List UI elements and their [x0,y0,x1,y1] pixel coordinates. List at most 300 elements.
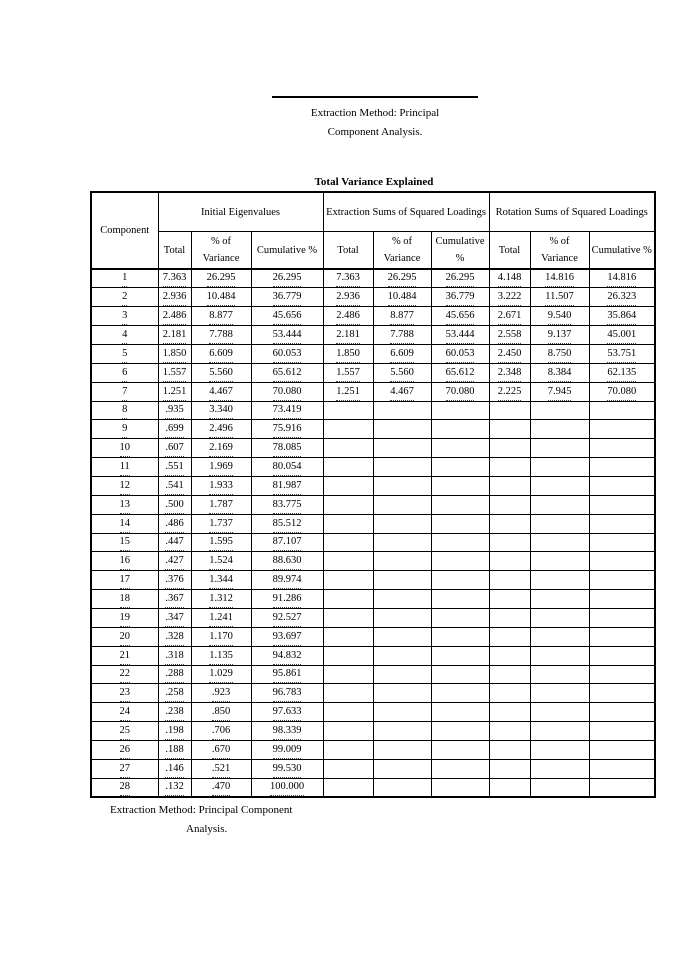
cell-value: .551 [165,459,183,476]
cell-value: 2.181 [163,327,187,344]
cell-value: 81.987 [273,478,302,495]
cell-value: 2.936 [163,289,187,306]
cell-rotation-cumulative [589,533,655,552]
table-row [91,722,655,741]
cell-initial-total [158,439,191,458]
cell-extraction-pct [373,382,431,401]
cell-rotation-pct [530,533,589,552]
cell-value: 3 [122,308,127,325]
cell-extraction-cumulative [431,326,489,345]
cell-value: 92.527 [273,610,302,627]
cell-initial-pct [191,627,251,646]
cell-rotation-total [489,627,530,646]
cell-component [91,326,158,345]
cell-extraction-total [323,703,373,722]
cell-rotation-cumulative [589,401,655,420]
cell-extraction-pct [373,722,431,741]
cell-value: 13 [120,497,131,514]
cell-value: 12 [120,478,131,495]
cell-value: .500 [165,497,183,514]
cell-value: 2.486 [336,308,360,325]
cell-value: 4.148 [498,270,522,287]
cell-initial-total [158,684,191,703]
cell-initial-pct [191,288,251,307]
table-row [91,778,655,797]
cell-value: 2.671 [498,308,522,325]
cell-component [91,439,158,458]
cell-rotation-pct [530,759,589,778]
table-row [91,703,655,722]
cell-component [91,740,158,759]
cell-initial-total [158,420,191,439]
cell-value: 60.053 [446,346,475,363]
cell-rotation-cumulative [589,420,655,439]
cell-value: 6 [122,365,127,382]
cell-value: .318 [165,648,183,665]
cell-rotation-cumulative [589,627,655,646]
cell-value: 6.609 [390,346,414,363]
cell-extraction-pct [373,646,431,665]
cell-initial-total [158,646,191,665]
cell-extraction-cumulative [431,344,489,363]
cell-extraction-pct [373,778,431,797]
bottom-footnote [104,801,316,839]
cell-value: 26.295 [446,270,475,287]
cell-extraction-total [323,552,373,571]
cell-extraction-cumulative [431,420,489,439]
cell-rotation-pct [530,269,589,288]
cell-extraction-total [323,722,373,741]
cell-rotation-total [489,590,530,609]
cell-extraction-cumulative [431,722,489,741]
cell-extraction-total [323,533,373,552]
cell-initial-cumulative [251,646,323,665]
cell-value: 2.486 [163,308,187,325]
cell-value: .288 [165,666,183,683]
cell-value: .367 [165,591,183,608]
cell-extraction-cumulative [431,665,489,684]
cell-extraction-pct [373,326,431,345]
cell-value: 10.484 [207,289,236,306]
cell-rotation-cumulative [589,326,655,345]
cell-rotation-total [489,401,530,420]
cell-rotation-pct [530,514,589,533]
cell-rotation-cumulative [589,608,655,627]
header-initial-cumulative: Cumulative % [251,232,323,270]
cell-rotation-pct [530,646,589,665]
header-initial-total: Total [158,232,191,270]
cell-initial-pct [191,344,251,363]
cell-initial-cumulative [251,307,323,326]
cell-value: .699 [165,421,183,438]
cell-rotation-total [489,476,530,495]
cell-extraction-pct [373,344,431,363]
cell-rotation-cumulative [589,722,655,741]
cell-initial-total [158,665,191,684]
cell-value: 1.524 [209,553,233,570]
cell-rotation-total [489,514,530,533]
cell-extraction-total [323,344,373,363]
cell-component [91,420,158,439]
cell-value: .470 [212,779,230,796]
cell-component [91,288,158,307]
cell-value: 17 [120,572,131,589]
cell-initial-total [158,627,191,646]
cell-extraction-cumulative [431,401,489,420]
cell-value: 94.832 [273,648,302,665]
cell-value: .521 [212,761,230,778]
cell-value: .447 [165,534,183,551]
cell-initial-total [158,269,191,288]
cell-value: 70.080 [273,384,302,401]
cell-extraction-cumulative [431,571,489,590]
cell-rotation-cumulative [589,552,655,571]
cell-initial-total [158,401,191,420]
table-row [91,269,655,288]
cell-initial-total [158,552,191,571]
cell-value: 1.557 [336,365,360,382]
cell-rotation-cumulative [589,684,655,703]
cell-initial-cumulative [251,495,323,514]
cell-extraction-pct [373,665,431,684]
cell-rotation-pct [530,458,589,477]
cell-value: .923 [212,685,230,702]
cell-rotation-cumulative [589,514,655,533]
cell-initial-total [158,326,191,345]
cell-initial-cumulative [251,439,323,458]
cell-value: 36.779 [446,289,475,306]
cell-extraction-total [323,363,373,382]
cell-initial-pct [191,646,251,665]
cell-rotation-total [489,458,530,477]
cell-extraction-total [323,778,373,797]
cell-initial-total [158,495,191,514]
table-row [91,382,655,401]
cell-extraction-cumulative [431,439,489,458]
cell-extraction-total [323,740,373,759]
cell-value: 14.816 [545,270,574,287]
cell-initial-pct [191,326,251,345]
cell-value: 9.540 [548,308,572,325]
cell-value: .670 [212,742,230,759]
cell-extraction-pct [373,269,431,288]
cell-extraction-total [323,571,373,590]
cell-initial-total [158,382,191,401]
cell-extraction-cumulative [431,759,489,778]
cell-initial-cumulative [251,759,323,778]
cell-value: 100.000 [270,779,304,796]
cell-value: 10.484 [388,289,417,306]
cell-component [91,778,158,797]
cell-initial-total [158,476,191,495]
cell-rotation-total [489,288,530,307]
cell-value: 8.877 [390,308,414,325]
cell-value: 1.850 [163,346,187,363]
cell-value: .198 [165,723,183,740]
cell-value: .238 [165,704,183,721]
cell-extraction-pct [373,439,431,458]
cell-component [91,759,158,778]
cell-extraction-total [323,307,373,326]
cell-value: 91.286 [273,591,302,608]
table-row [91,439,655,458]
top-divider [272,96,478,98]
table-row [91,552,655,571]
cell-initial-cumulative [251,571,323,590]
cell-value: 2.450 [498,346,522,363]
cell-value: 20 [120,629,131,646]
cell-rotation-cumulative [589,307,655,326]
table-row [91,495,655,514]
cell-extraction-cumulative [431,740,489,759]
cell-component [91,533,158,552]
cell-initial-cumulative [251,533,323,552]
cell-initial-pct [191,439,251,458]
cell-value: 6.609 [209,346,233,363]
cell-rotation-pct [530,420,589,439]
cell-value: 70.080 [607,384,636,401]
table-row [91,665,655,684]
cell-value: 1.557 [163,365,187,382]
table-row [91,476,655,495]
cell-rotation-pct [530,608,589,627]
cell-value: .541 [165,478,183,495]
cell-rotation-pct [530,684,589,703]
cell-rotation-cumulative [589,703,655,722]
cell-extraction-total [323,495,373,514]
cell-value: 96.783 [273,685,302,702]
cell-rotation-cumulative [589,665,655,684]
cell-extraction-total [323,326,373,345]
cell-value: .146 [165,761,183,778]
header-component: Component [91,192,158,269]
cell-initial-pct [191,307,251,326]
cell-value: .850 [212,704,230,721]
total-variance-table [90,191,656,798]
cell-extraction-cumulative [431,590,489,609]
cell-value: 1.251 [163,384,187,401]
table-row [91,514,655,533]
cell-component [91,552,158,571]
header-rotation-pct: % of Variance [530,232,589,270]
cell-value: 7.363 [163,270,187,287]
cell-value: 78.085 [273,440,302,457]
cell-rotation-pct [530,627,589,646]
cell-extraction-pct [373,514,431,533]
cell-extraction-total [323,608,373,627]
cell-rotation-pct [530,590,589,609]
cell-initial-cumulative [251,476,323,495]
cell-component [91,684,158,703]
cell-extraction-cumulative [431,533,489,552]
cell-initial-total [158,759,191,778]
cell-component [91,703,158,722]
cell-rotation-total [489,552,530,571]
cell-rotation-cumulative [589,571,655,590]
cell-value: .328 [165,629,183,646]
cell-extraction-total [323,420,373,439]
cell-value: 1.933 [209,478,233,495]
cell-initial-cumulative [251,401,323,420]
cell-initial-cumulative [251,344,323,363]
cell-value: 70.080 [446,384,475,401]
cell-value: 2 [122,289,127,306]
cell-extraction-cumulative [431,514,489,533]
cell-initial-pct [191,722,251,741]
cell-rotation-total [489,382,530,401]
cell-value: 45.001 [607,327,636,344]
cell-extraction-cumulative [431,495,489,514]
cell-initial-pct [191,363,251,382]
cell-value: 1.787 [209,497,233,514]
cell-initial-cumulative [251,665,323,684]
header-rotation-sums: Rotation Sums of Squared Loadings [489,192,655,232]
cell-rotation-pct [530,778,589,797]
cell-rotation-cumulative [589,646,655,665]
cell-rotation-cumulative [589,382,655,401]
cell-component [91,363,158,382]
header-extraction-sums: Extraction Sums of Squared Loadings [323,192,489,232]
cell-extraction-cumulative [431,684,489,703]
cell-rotation-cumulative [589,590,655,609]
cell-value: 87.107 [273,534,302,551]
cell-extraction-total [323,759,373,778]
cell-extraction-total [323,476,373,495]
cell-value: 35.864 [607,308,636,325]
cell-value: 5.560 [390,365,414,382]
cell-value: 62.135 [607,365,636,382]
cell-initial-cumulative [251,740,323,759]
cell-rotation-pct [530,703,589,722]
cell-initial-total [158,514,191,533]
cell-rotation-total [489,684,530,703]
cell-value: 1.850 [336,346,360,363]
cell-initial-cumulative [251,684,323,703]
cell-extraction-pct [373,288,431,307]
cell-value: 24 [120,704,131,721]
cell-initial-total [158,344,191,363]
cell-value: 45.656 [446,308,475,325]
cell-value: 2.225 [498,384,522,401]
cell-value: 11 [120,459,130,476]
cell-value: 5.560 [209,365,233,382]
cell-initial-pct [191,269,251,288]
cell-initial-cumulative [251,288,323,307]
cell-value: .427 [165,553,183,570]
cell-value: .258 [165,685,183,702]
cell-value: 2.558 [498,327,522,344]
cell-value: 89.974 [273,572,302,589]
cell-initial-pct [191,476,251,495]
table-row [91,326,655,345]
cell-rotation-pct [530,571,589,590]
cell-rotation-pct [530,363,589,382]
cell-extraction-total [323,665,373,684]
cell-rotation-total [489,740,530,759]
cell-value: 1.135 [209,648,233,665]
cell-value: 26.323 [607,289,636,306]
cell-value: 2.169 [209,440,233,457]
cell-component [91,571,158,590]
cell-component [91,344,158,363]
cell-rotation-pct [530,740,589,759]
cell-extraction-pct [373,608,431,627]
cell-initial-total [158,288,191,307]
cell-rotation-total [489,344,530,363]
cell-value: 80.054 [273,459,302,476]
bottom-footnote-line1: Extraction Method: Principal Component [110,804,293,816]
header-extraction-pct: % of Variance [373,232,431,270]
cell-initial-cumulative [251,363,323,382]
cell-value: 3.340 [209,402,233,419]
cell-rotation-cumulative [589,439,655,458]
cell-rotation-total [489,703,530,722]
cell-initial-cumulative [251,703,323,722]
cell-extraction-pct [373,759,431,778]
cell-rotation-total [489,646,530,665]
cell-extraction-total [323,627,373,646]
table-row [91,740,655,759]
header-extraction-total: Total [323,232,373,270]
cell-initial-pct [191,382,251,401]
table-body [91,269,655,797]
cell-rotation-pct [530,476,589,495]
cell-extraction-pct [373,495,431,514]
cell-rotation-total [489,722,530,741]
cell-component [91,269,158,288]
cell-initial-total [158,571,191,590]
cell-initial-total [158,722,191,741]
cell-value: 85.512 [273,516,302,533]
cell-component [91,476,158,495]
cell-rotation-total [489,778,530,797]
cell-rotation-pct [530,439,589,458]
cell-value: 53.444 [273,327,302,344]
cell-value: 26.295 [207,270,236,287]
cell-value: 98.339 [273,723,302,740]
cell-value: 7.788 [390,327,414,344]
cell-value: 11.507 [545,289,574,306]
cell-initial-total [158,590,191,609]
cell-value: 99.530 [273,761,302,778]
cell-value: 14 [120,516,131,533]
cell-initial-cumulative [251,722,323,741]
cell-rotation-total [489,326,530,345]
cell-value: .706 [212,723,230,740]
cell-rotation-total [489,495,530,514]
cell-value: 27 [120,761,131,778]
cell-component [91,665,158,684]
cell-component [91,627,158,646]
cell-extraction-total [323,269,373,288]
cell-component [91,495,158,514]
header-rotation-total: Total [489,232,530,270]
cell-rotation-total [489,439,530,458]
table-row [91,627,655,646]
cell-value: 10 [120,440,131,457]
cell-component [91,382,158,401]
top-footnote-line1: Extraction Method: Principal [310,107,440,119]
cell-initial-pct [191,533,251,552]
cell-rotation-pct [530,552,589,571]
cell-value: 18 [120,591,131,608]
cell-extraction-cumulative [431,552,489,571]
cell-value: 8.384 [548,365,572,382]
cell-extraction-total [323,439,373,458]
cell-extraction-total [323,382,373,401]
cell-rotation-cumulative [589,495,655,514]
cell-value: .188 [165,742,183,759]
